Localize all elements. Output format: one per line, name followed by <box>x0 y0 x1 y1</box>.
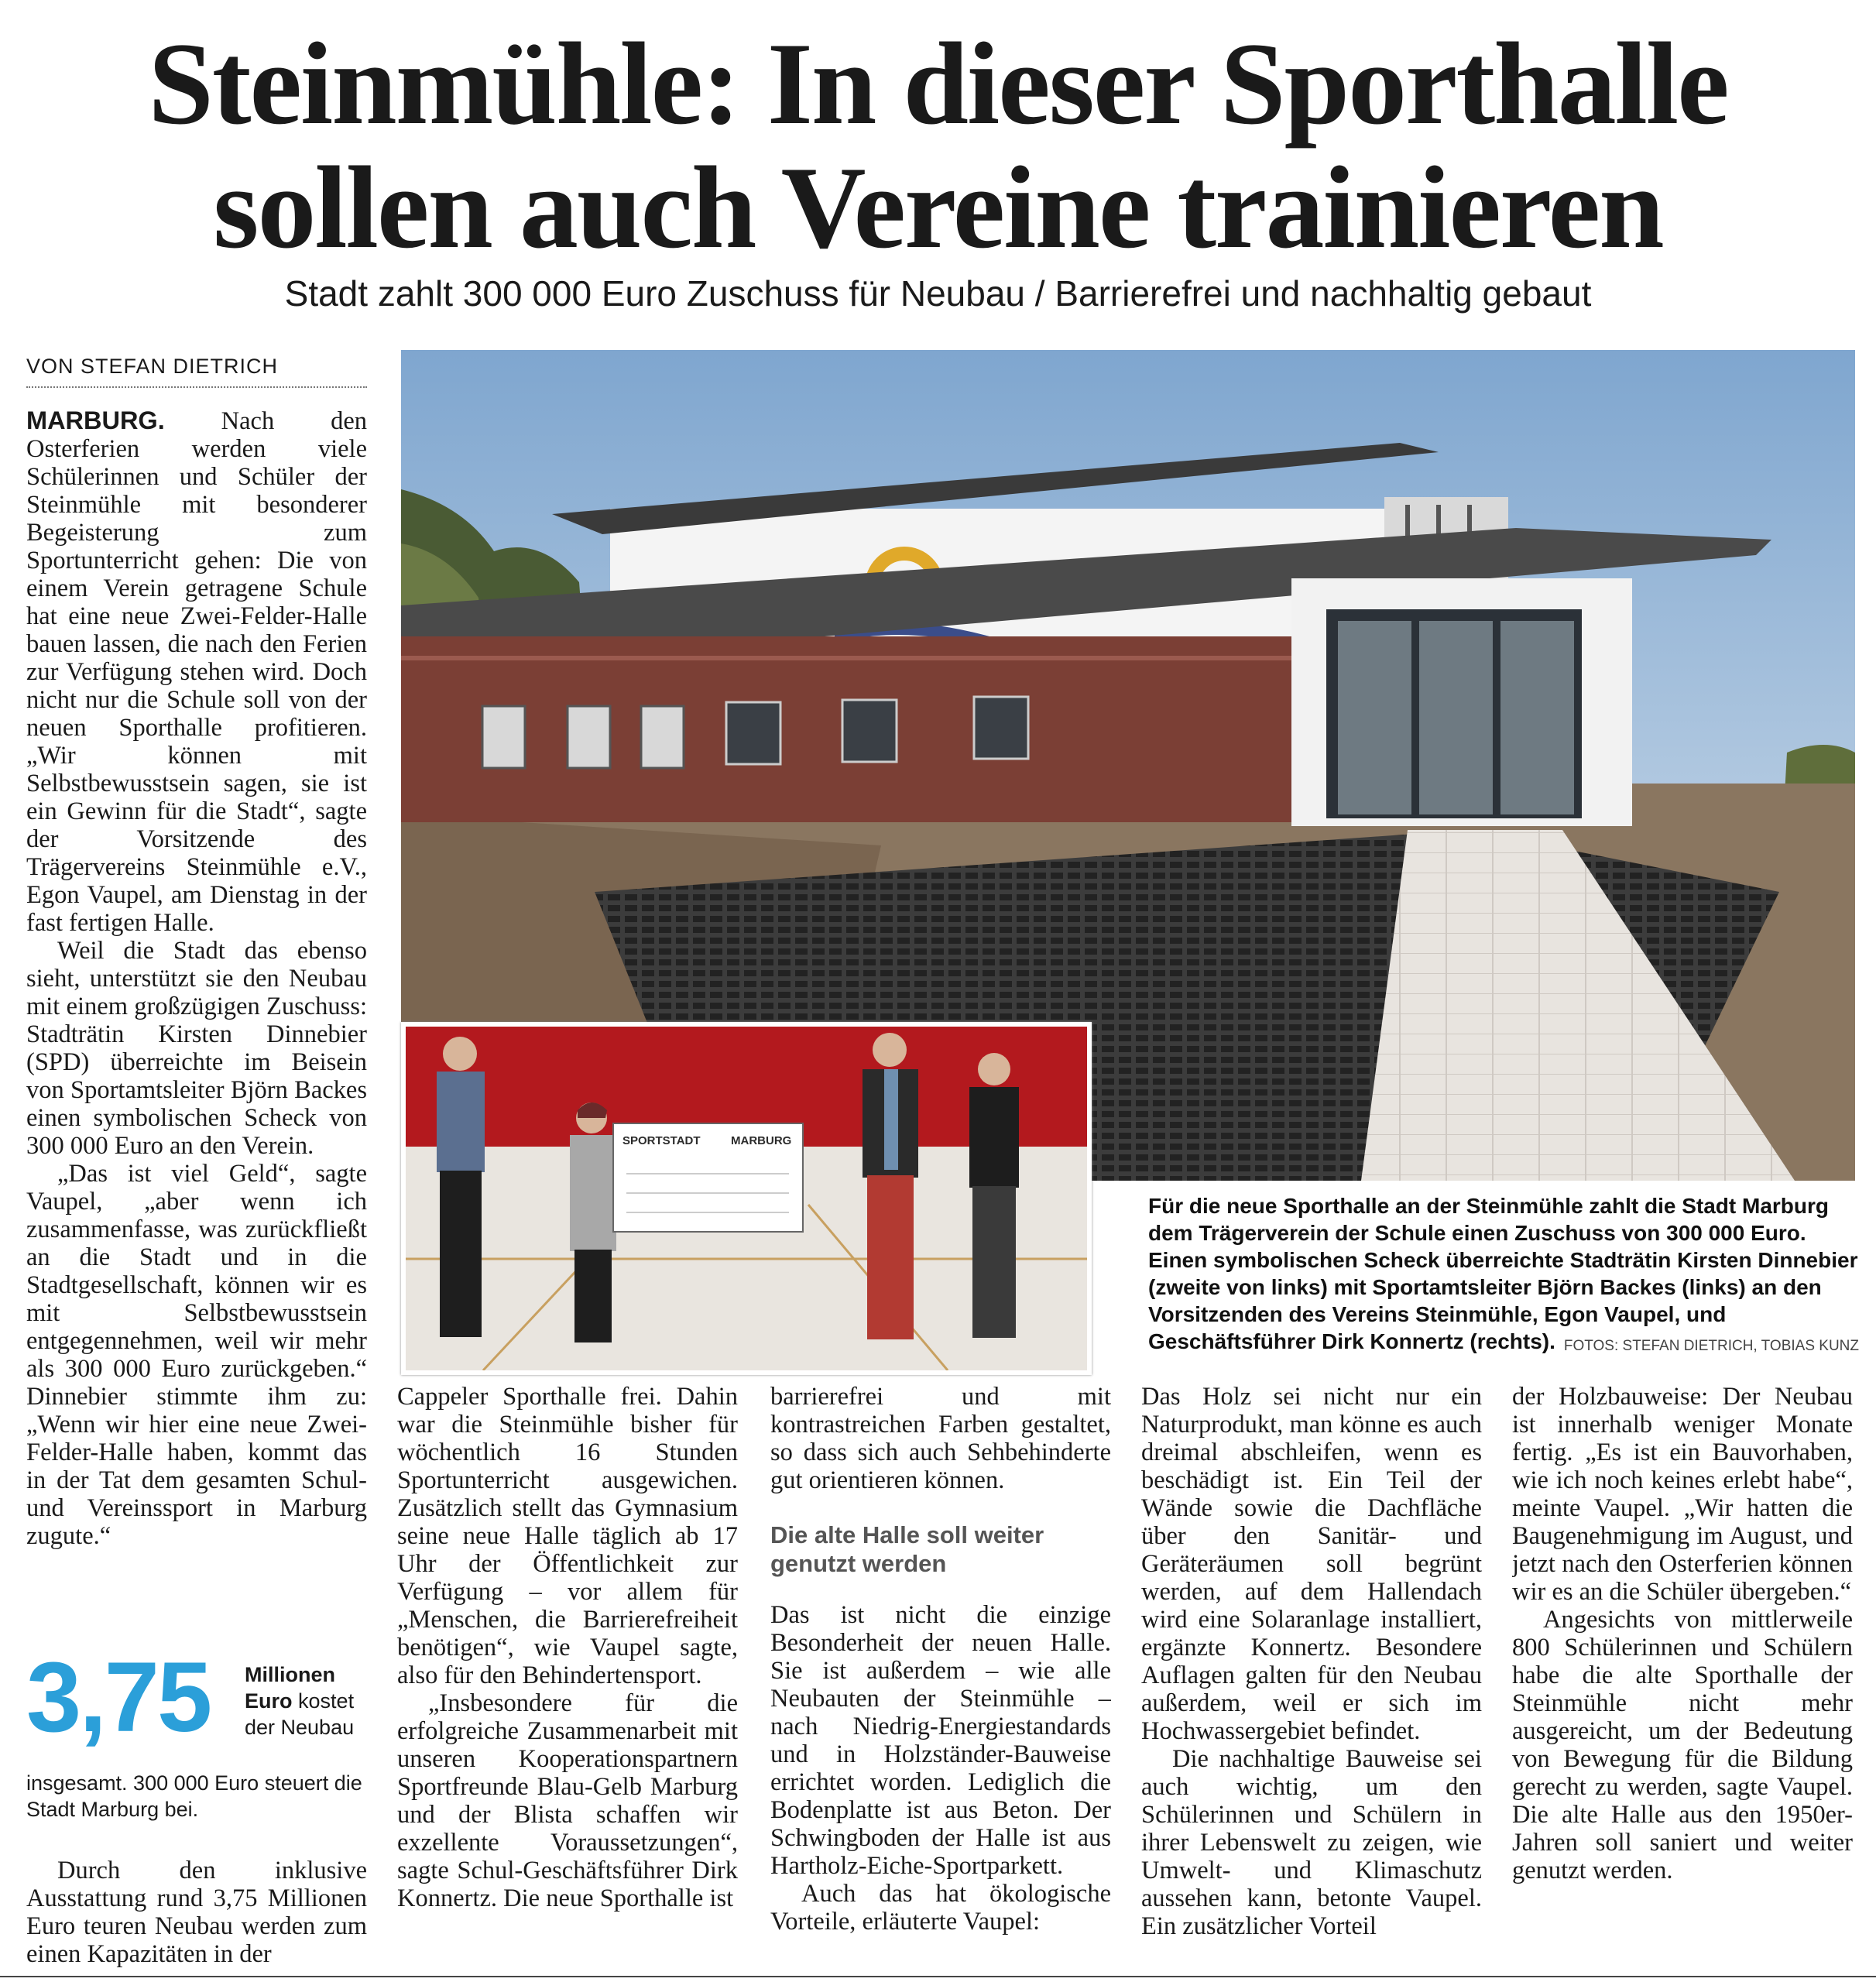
fact-text: kostet der Neubau <box>245 1689 355 1739</box>
article-column-4 <box>1141 1383 1482 1971</box>
symbolic-check <box>613 1123 803 1232</box>
article-column-5 <box>1512 1383 1853 1971</box>
headline-line-1: Steinmühle: In dieser Sporthalle <box>148 19 1728 149</box>
check-brand-right: MARBURG <box>731 1134 792 1147</box>
dateline: MARBURG. <box>26 406 165 434</box>
article-paragraph: Das Holz sei nicht nur ein Naturprodukt, man könne es auch dreimal abschleifen, wenn es beschädigt ist. Ein Teil der Wände sowie die Dachfläche über den Sanitär- und Geräteräumen soll begrünt werden, auf dem Hallendach wird eine Solaranlage installiert, ergänzte Konnertz. Besondere Auflagen galten für den Neubau außerdem, weil er sich im Hochwassergebiet befindet. <box>1141 1383 1482 1745</box>
article-paragraph <box>26 406 367 937</box>
intertitle: Die alte Halle soll weiter genutzt werden <box>770 1521 1044 1577</box>
subheadline: Stadt zahlt 300 000 Euro Zuschuss für Neubau / Barrierefrei und nachhaltig gebaut <box>284 273 1592 314</box>
article-paragraph: „Das ist viel Geld“, sagte Vaupel, „aber wenn ich zusammenfasse, was zurückfließt an die Stadt und in die Stadtgesellschaft, können wir es mit Selbstbewusstsein entgegennehmen, weil wir mehr als 300 000 Euro zurückgeben.“ Dinnebier stimmte ihm zu: „Wenn wir hier eine neue Zwei-Felder-Halle haben, kommt das in der Tat dem gesamten Schul- und Vereinssport in Marburg zugute.“ <box>26 1160 367 1550</box>
fact-label <box>245 1661 369 1740</box>
photo-credit: FOTOS: STEFAN DIETRICH, TOBIAS KUNZ <box>1563 1338 1859 1354</box>
article-paragraph: Die nachhaltige Bauweise sei auch wichtig, um den Schülerinnen und Schülern in ihrer Lebenswelt zu zeigen, wie Umwelt- und Klimaschutz aussehen kann, betonte Vaupel. Ein zusätzlicher Vorteil <box>1141 1745 1482 1940</box>
article-paragraph: „Insbesondere für die erfolgreiche Zusammenarbeit mit unseren Kooperationspartnern Sportfreunde Blau-Gelb Marburg und der Blista schaffen wir exzellente Voraussetzungen“, sagte Schul-Geschäftsführer Dirk Konnertz. Die neue Sporthalle ist <box>397 1689 738 1912</box>
article-column-1-continued <box>26 1857 367 1971</box>
fact-unit: Millionen Euro <box>245 1663 335 1713</box>
person-figure <box>969 1053 1019 1338</box>
article-paragraph: Durch den inklusive Ausstattung rund 3,75 Millionen Euro teuren Neubau werden zum einen Kapazitäten in der <box>26 1857 367 1968</box>
check-handover-photo <box>401 1022 1092 1375</box>
article-paragraph: Weil die Stadt das ebenso sieht, unterstützt sie den Neubau mit einem großzügigen Zuschuss: Stadträtin Kirsten Dinnebier (SPD) überreichte im Beisein von Sportamtsleiter Björn Backes einen symbolischen Scheck von 300 000 Euro an den Verein. <box>26 937 367 1160</box>
person-figure <box>437 1037 485 1337</box>
fact-number: 3,75 <box>26 1642 211 1753</box>
byline: VON STEFAN DIETRICH <box>26 355 367 388</box>
caption-text: Für die neue Sporthalle an der Steinmühle zahlt die Stadt Marburg dem Trägerverein der Schule einen Zuschuss von 300 000 Euro. Einen symbolischen Scheck überreichte Stadträtin Kirsten Dinnebier (zweite von links) mit Sportamtsleiter Björn Backes (links) an den Vorsitzenden des Vereins Steinmühle, Egon Vaupel, und Geschäftsführer Dirk Konnertz (rechts). <box>1148 1194 1858 1353</box>
fact-tail: insgesamt. 300 000 Euro steuert die Stadt Marburg bei. <box>26 1771 362 1821</box>
paragraph-text: Nach den Osterferien werden viele Schülerinnen und Schüler der Steinmühle mit besonderer Begeisterung zum Sportunterricht gehen: Die von einem Verein getragene Schule hat eine neue Zwei-Felder-Halle bauen lassen, die nach den Ferien zur Verfügung stehen wird. Doch nicht nur die Schule soll von der neuen Sporthalle profitieren. „Wir können mit Selbstbewusstsein sagen, sie ist ein Gewinn für die Stadt“, sagte der Vorsitzende des Trägervereins Steinmühle e.V., Egon Vaupel, am Dienstag in der fast fertigen Halle. <box>26 407 367 937</box>
article-column-1 <box>26 406 367 1618</box>
check-brand-left: SPORTSTADT <box>622 1134 701 1147</box>
fact-box <box>26 1640 367 1826</box>
bottom-rule <box>0 1976 1876 1977</box>
person-figure <box>863 1033 918 1339</box>
article-paragraph: barrierefrei und mit kontrastreichen Farben gestaltet, so dass sich auch Sehbehinderte gut orientieren können. <box>770 1383 1111 1494</box>
article-paragraph: der Holzbauweise: Der Neubau ist innerhalb weniger Monate fertig. „Es ist ein Bauvorhaben, wie ich noch keines erlebt habe“, meinte Vaupel. „Wir hatten die Baugenehmigung im August, und jetzt nach den Osterferien können wir es an die Schüler übergeben.“ <box>1512 1383 1853 1606</box>
article-paragraph: Das ist nicht die einzige Besonderheit der neuen Halle. Sie ist außerdem – wie alle Neubauten der Steinmühle – nach Niedrig-Energiestandards und in Holzständer-Bauweise errichtet worden. Lediglich die Bodenplatte ist aus Beton. Der Schwingboden der Halle ist aus Hartholz-Eiche-Sportparkett. <box>770 1601 1111 1880</box>
headline <box>0 19 1876 273</box>
person-figure <box>570 1102 616 1342</box>
article-paragraph: Auch das hat ökologische Vorteile, erläuterte Vaupel: <box>770 1880 1111 1936</box>
headline-line-2: sollen auch Vereine trainieren <box>213 142 1663 273</box>
article-paragraph: Angesichts von mittlerweile 800 Schülerinnen und Schülern habe die alte Sporthalle der Steinmühle nicht mehr ausgereicht, um der Bedeutung von Bewegung für die Bildung gerecht zu werden, sagte Vaupel. Die alte Halle aus den 1950er-Jahren soll saniert und weiter genutzt werden. <box>1512 1606 1853 1884</box>
article-paragraph: Cappeler Sporthalle frei. Dahin war die Steinmühle bisher für wöchentlich 16 Stunden Sportunterricht ausgewichen. Zusätzlich stellt das Gymnasium seine neue Halle täglich ab 17 Uhr der Öffentlichkeit zur Verfügung – vor allem für „Menschen, die Barrierefreiheit benötigen“, wie Vaupel sagte, also für den Behindertensport. <box>397 1383 738 1689</box>
article-column-3 <box>770 1383 1111 1971</box>
article-column-2 <box>397 1383 738 1971</box>
photo-caption <box>1148 1192 1859 1360</box>
